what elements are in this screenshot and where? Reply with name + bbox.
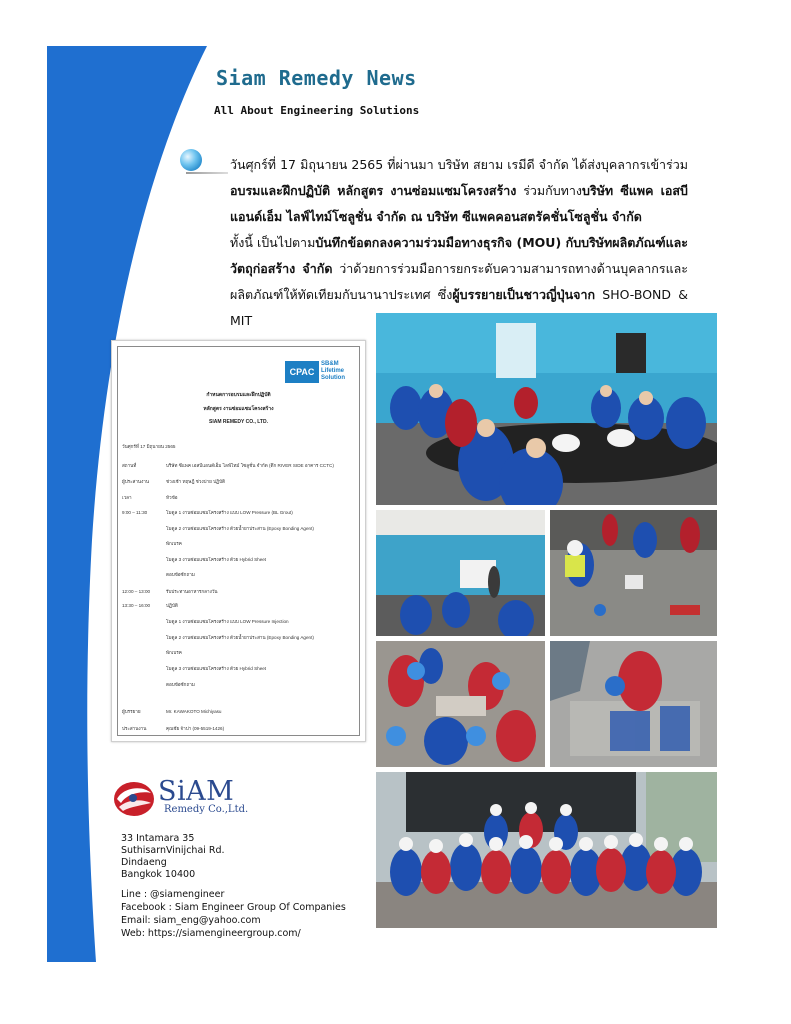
schedule-row-label: 12:00 – 13:00 (122, 589, 151, 594)
schedule-row-label: 13:30 – 16:00 (122, 603, 151, 608)
injection-work-photo (550, 641, 717, 767)
schedule-row-value: โมดูล 1 งานซ่อมแซมโครงสร้าง แบบ LOW Pressure Injection (166, 619, 289, 624)
company-address (121, 833, 225, 881)
schedule-row-value: พักเบรค (166, 650, 182, 655)
lecture-photo (376, 510, 545, 636)
schedule-row-value: โมดูล 2 งานซ่อมแซมโครงสร้าง ด้วยน้ำยาประสาน (Epoxy Bonding Agent) (166, 526, 314, 531)
schedule-date: วันศุกร์ที่ 17 มิถุนายน 2565 (122, 444, 176, 449)
classroom-training-photo (376, 313, 717, 505)
article-paragraph-2: ทั้งนี้ เป็นไปตามบันทึกข้อตกลงความร่วมมือทางธุรกิจ (MOU) กับบริษัทผลิตภัณฑ์และวัตถุก่อสร้าง จำกัด ว่าด้วยการร่วมมือการยกระดับความสามารถทางด้านบุคลากรและผลิตภัณฑ์ให้ทัดเทียมกับนานาประเทศ ซึ่งผู้บรรยายเป็นชาวญี่ปุ่นจาก SHO-BOND & MIT (230, 235, 689, 328)
company-contacts (121, 888, 346, 940)
group-photo (376, 772, 717, 928)
article-body (182, 152, 688, 334)
schedule-frame (117, 346, 360, 736)
schedule-heading-3: SIAM REMEDY CO., LTD. (209, 419, 268, 425)
schedule-row-value: โมดูล 2 งานซ่อมแซมโครงสร้าง ด้วยน้ำยาประสาน (Epoxy Bonding Agent) (166, 635, 314, 640)
schedule-row-value: คุณชัย จ้าปา (09-5519-1426) (166, 726, 225, 731)
schedule-row-label: ผู้บรรยาย (122, 709, 141, 714)
schedule-row-value: โมดูล 1 งานซ่อมแซมโครงสร้าง แบบ LOW Pressure (BL Grout) (166, 510, 293, 515)
newsletter-title: Siam Remedy News (216, 66, 417, 90)
cpac-logo-right: SB&M Lifetime Solution (321, 361, 345, 381)
schedule-row-value: ช่วงเช้า ทฤษฎี ช่วงบ่าย ปฏิบัติ (166, 479, 225, 484)
contact-line: Web: https://siamengineergroup.com/ (121, 928, 301, 939)
address-line: Dindaeng (121, 857, 167, 868)
schedule-row-value: รับประทานอาหารกลางวัน (166, 589, 218, 594)
schedule-row-value: โมดูล 3 งานซ่อมแซมโครงสร้าง ด้วย Hybrid Sheet (166, 557, 267, 562)
schedule-heading-2: หลักสูตร งานซ่อมแซมโครงสร้าง (203, 406, 274, 412)
newsletter-subtitle: All About Engineering Solutions (214, 104, 420, 117)
address-line: 33 Intamara 35 (121, 833, 195, 844)
contact-line: Email: siam_eng@yahoo.com (121, 915, 261, 926)
schedule-row-value: พักเบรค (166, 541, 182, 546)
schedule-row-label: ผู้ประสานงาน (122, 479, 150, 484)
company-logo-subtext: Remedy Co.,Ltd. (164, 804, 249, 815)
siam-remedy-logo-icon (113, 779, 155, 817)
schedule-row-label: 9:00 – 11:30 (122, 510, 148, 515)
schedule-row-value: ปฏิบัติ (166, 603, 178, 608)
schedule-heading-1: กำหนดการอบรมและฝึกปฏิบัติ (206, 392, 271, 398)
schedule-row-value: บริษัท ซีแพค เอสบีแอนด์เอ็ม ไลฟ์ไทม์ โซลูชั่น จำกัด (ตึก RIVER SIDE อาคาร CCTC) (166, 463, 334, 468)
contact-line: Facebook : Siam Engineer Group Of Companies (121, 902, 346, 913)
schedule-row-value: Mr. KAWAKOTO Michiyasu (166, 709, 222, 714)
contact-line: Line : @siamengineer (121, 889, 225, 900)
schedule-row-value: ตอบข้อซักถาม (166, 572, 195, 577)
schedule-row-value: โมดูล 3 งานซ่อมแซมโครงสร้าง ด้วย Hybrid Sheet (166, 666, 267, 671)
cpac-logo (285, 361, 357, 383)
demonstration-photo (550, 510, 717, 636)
article-paragraph-1: วันศุกร์ที่ 17 มิถุนายน 2565 ที่ผ่านมา บริษัท สยาม เรมีดี จำกัด ได้ส่งบุคลากรเข้าร่วมอบรมและฝึกปฏิบัติ หลักสูตร งานซ่อมแซมโครงสร้าง ร่วมกับทางบริษัท ซีแพค เอสบี แอนด์เอ็ม ไลฟ์ไทม์โซลูชั่น จำกัด ณ บริษัท ซีแพคคอนสตรัคชั่นโซลูชั่น จำกัด (230, 157, 688, 224)
schedule-row-label: สถานที่ (122, 463, 137, 468)
address-line: SuthisarnVinijchai Rd. (121, 845, 225, 856)
schedule-row-value: หัวข้อ (166, 495, 178, 500)
schedule-row-label: ประสานงาน (122, 726, 147, 731)
cpac-logo-left: CPAC (285, 361, 319, 383)
hands-on-practice-photo (376, 641, 545, 767)
address-line: Bangkok 10400 (121, 869, 196, 880)
company-logo-text: SiAM (158, 776, 235, 807)
schedule-row-label: เวลา (122, 495, 132, 500)
schedule-row-value: ตอบข้อซักถาม (166, 682, 195, 687)
training-schedule-document (111, 340, 366, 742)
